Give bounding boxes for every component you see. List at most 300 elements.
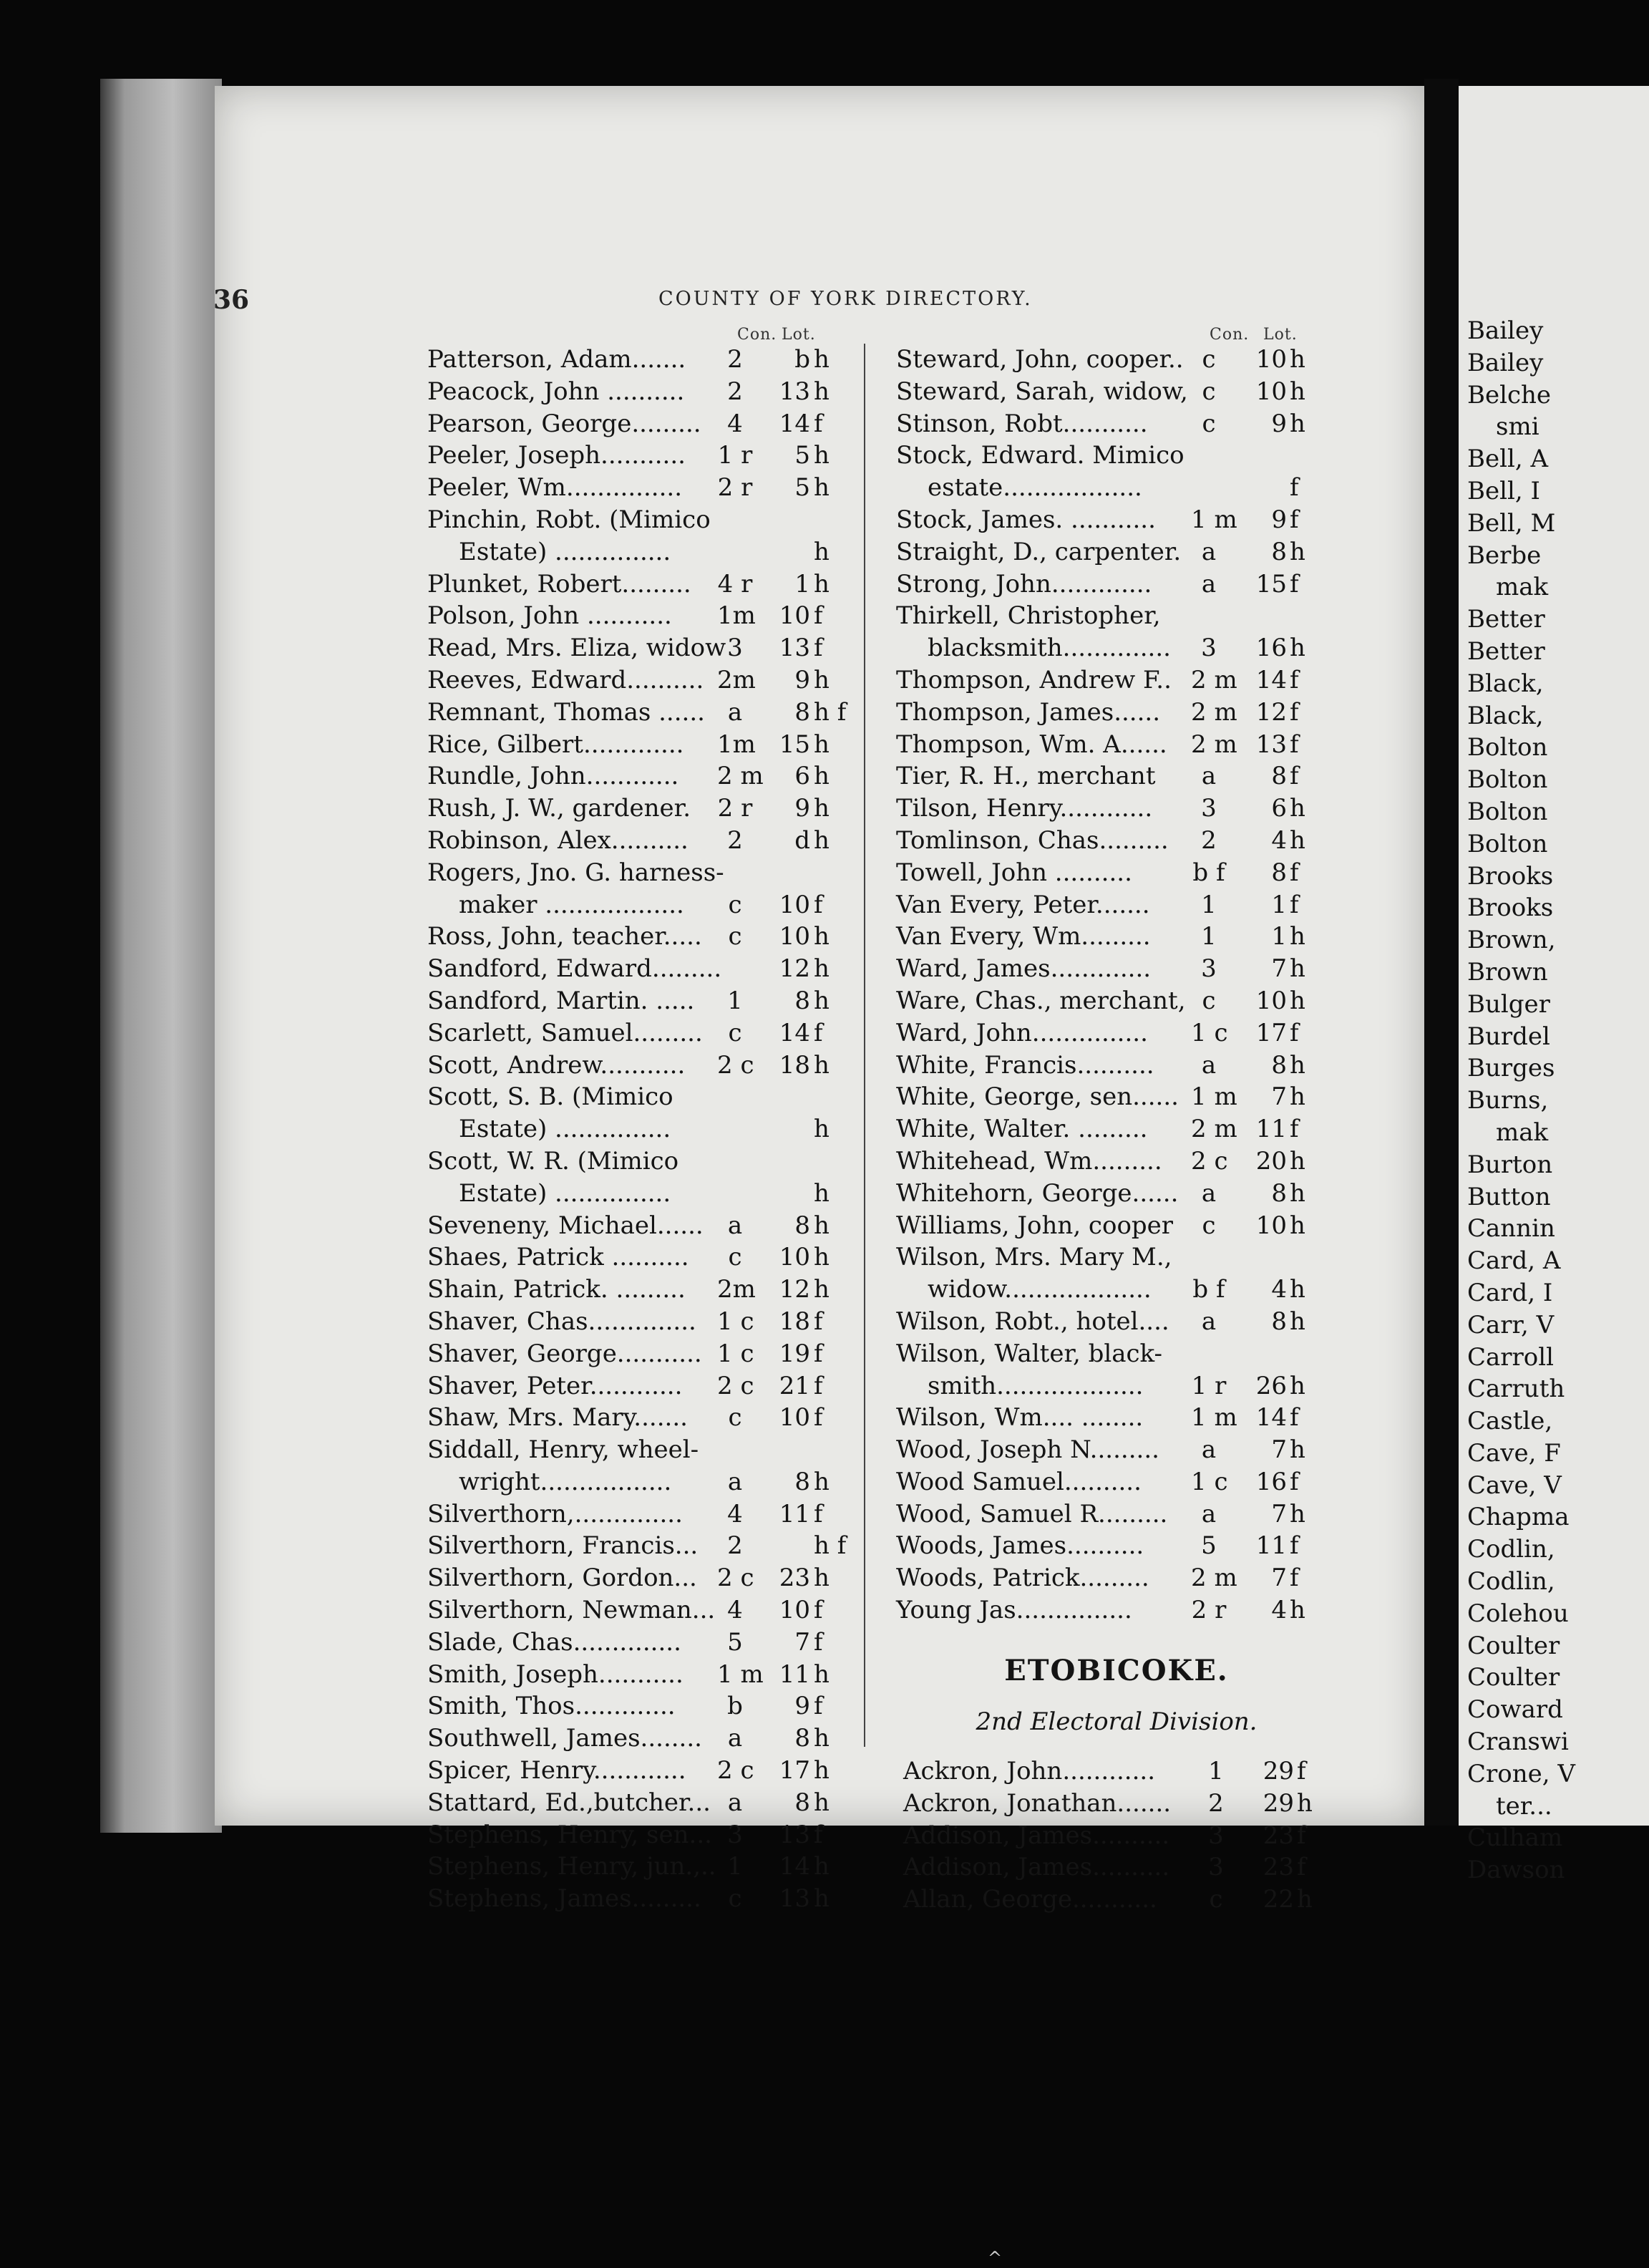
directory-entry <box>427 1787 878 1819</box>
entry-lot: 8 <box>794 986 810 1015</box>
entry-tenure: f <box>814 1403 823 1433</box>
entry-concession: a <box>727 1467 743 1496</box>
directory-entry <box>896 664 1347 697</box>
facing-page-fragment: Coulter <box>1467 1631 1560 1660</box>
entry-tenure: h <box>1290 794 1305 823</box>
facing-page-fragment: Culham <box>1467 1823 1563 1853</box>
entry-name: Silverthorn, Francis... <box>427 1531 699 1561</box>
entry-name: Seveneny, Michael...... <box>427 1211 704 1240</box>
entry-name: Wood, Joseph N......... <box>896 1435 1159 1465</box>
directory-entry <box>903 1851 1354 1884</box>
directory-entry <box>896 568 1347 601</box>
entry-tenure: h <box>1290 1211 1305 1240</box>
directory-entry <box>896 1338 1347 1370</box>
directory-entry <box>896 1113 1347 1145</box>
directory-entry <box>896 536 1347 568</box>
directory-entry <box>427 1627 878 1659</box>
directory-entry <box>896 1306 1347 1338</box>
entry-lot: 10 <box>1255 986 1287 1015</box>
section-title: ETOBICOKE. <box>1004 1654 1229 1687</box>
entry-tenure: f <box>814 890 823 919</box>
entry-name: Ware, Chas., merchant, <box>896 986 1186 1015</box>
directory-entry <box>427 889 878 921</box>
facing-page-fragment: Cave, F <box>1467 1438 1561 1468</box>
entry-concession: 2 r <box>1191 1596 1227 1625</box>
entry-name: Stephens, Henry, jun.,.. <box>427 1852 716 1881</box>
entry-concession: 3 <box>1208 1821 1224 1850</box>
entry-lot: 8 <box>794 1211 810 1240</box>
entry-tenure: f <box>1290 1018 1299 1047</box>
entry-name: Smith, Joseph........... <box>427 1659 684 1689</box>
entry-name: Pinchin, Robt. (Mimico <box>427 505 711 534</box>
entry-concession: a <box>727 697 743 727</box>
entry-tenure: f <box>814 1692 823 1721</box>
facing-page-fragment: Codlin, <box>1467 1535 1555 1564</box>
entry-name: Shaver, Peter............ <box>427 1371 683 1400</box>
entry-concession: c <box>728 1884 742 1914</box>
entry-concession: b f <box>1192 1275 1225 1304</box>
directory-entry <box>896 376 1347 408</box>
entry-concession: a <box>1201 762 1217 791</box>
directory-entry <box>427 1530 878 1562</box>
entry-tenure: h <box>1290 986 1305 1015</box>
entry-lot: 10 <box>1255 1211 1287 1240</box>
entry-name: Rogers, Jno. G. harness- <box>427 858 724 887</box>
bottom-mark: ^ <box>988 2248 1003 2268</box>
entry-lot: 8 <box>1271 762 1287 791</box>
entry-tenure: h <box>814 730 830 759</box>
entry-name: Scott, S. B. (Mimico <box>427 1082 673 1112</box>
entry-lot: 22 <box>1263 1885 1294 1914</box>
entry-concession: 2 m <box>1191 665 1237 694</box>
entry-lot: 17 <box>779 1756 810 1785</box>
book-gutter <box>1424 79 1459 1826</box>
entry-lot: 5 <box>794 441 810 470</box>
entry-name: Ward, John............... <box>896 1018 1148 1047</box>
directory-entry <box>896 1402 1347 1434</box>
directory-entry <box>427 1498 878 1531</box>
facing-page-fragment: Black, <box>1467 669 1544 698</box>
entry-name: Scarlett, Samuel......... <box>427 1018 703 1047</box>
entry-lot: 11 <box>1255 1531 1287 1561</box>
entry-name: Wood Samuel.......... <box>896 1467 1142 1496</box>
entry-name: Young Jas............... <box>896 1596 1132 1625</box>
entry-lot: 29 <box>1263 1757 1294 1785</box>
directory-entry <box>896 729 1347 761</box>
facing-page-fragment: Burton <box>1467 1150 1553 1179</box>
entry-name: Wilson, Robt., hotel.... <box>896 1307 1169 1336</box>
directory-entry <box>896 600 1347 632</box>
facing-page-fragment: Cranswi <box>1467 1727 1569 1757</box>
entry-tenure: h <box>1290 537 1305 566</box>
entry-name: Ward, James............. <box>896 954 1152 984</box>
entry-lot: 8 <box>794 1467 810 1496</box>
directory-entry <box>896 1594 1347 1627</box>
entry-tenure: f <box>814 1339 823 1368</box>
entry-lot: 10 <box>779 1243 810 1272</box>
entry-concession: c <box>728 1403 742 1433</box>
entry-tenure: f <box>814 1307 823 1336</box>
section-subtitle: 2nd Electoral Division. <box>976 1707 1258 1736</box>
facing-page-fragment: Better <box>1467 636 1545 666</box>
entry-tenure: h <box>814 922 830 951</box>
directory-entry <box>896 1145 1347 1178</box>
entry-name: Straight, D., carpenter. <box>896 537 1182 566</box>
directory-entry <box>896 889 1347 921</box>
entry-name: Robinson, Alex.......... <box>427 825 689 855</box>
entry-name: Estate) ............... <box>459 537 671 566</box>
entry-lot: 10 <box>779 922 810 951</box>
entry-concession: c <box>728 890 742 919</box>
entry-tenure: h <box>814 345 830 374</box>
directory-entry <box>427 1402 878 1434</box>
entry-tenure: f <box>1290 665 1299 694</box>
entry-name: Stock, Edward. Mimico <box>896 441 1185 470</box>
entry-name: wright................. <box>459 1467 672 1496</box>
entry-lot: 8 <box>1271 537 1287 566</box>
entry-name: Patterson, Adam....... <box>427 345 686 374</box>
entry-lot: 8 <box>1271 1307 1287 1336</box>
entry-concession: c <box>1202 986 1216 1015</box>
entry-concession: 2 <box>1208 1788 1224 1818</box>
entry-name: Stattard, Ed.,butcher... <box>427 1788 711 1817</box>
entry-name: Shain, Patrick. ......... <box>427 1275 686 1304</box>
entry-name: Rundle, John............ <box>427 762 679 791</box>
entry-concession: a <box>727 1724 743 1753</box>
entry-name: Woods, Patrick......... <box>896 1564 1149 1593</box>
facing-page-fragment: Button <box>1467 1182 1551 1211</box>
directory-entry <box>427 568 878 601</box>
directory-entry <box>427 1210 878 1242</box>
directory-entry <box>896 344 1347 376</box>
entry-name: Van Every, Wm......... <box>896 922 1151 951</box>
entry-name: Silverthorn, Gordon... <box>427 1564 697 1593</box>
entry-tenure: h <box>1290 1050 1305 1080</box>
entry-concession: 3 <box>1201 954 1217 984</box>
directory-entry <box>896 632 1347 664</box>
directory-entry <box>427 1145 878 1178</box>
entry-lot: 10 <box>1255 377 1287 406</box>
entry-concession: 3 <box>727 1820 743 1849</box>
entry-lot: 14 <box>1255 665 1287 694</box>
entry-tenure: f <box>1290 1467 1299 1496</box>
entry-name: Rice, Gilbert............. <box>427 730 684 759</box>
entry-lot: 18 <box>779 1050 810 1080</box>
entry-lot: 14 <box>779 409 810 438</box>
entry-tenure: h <box>1290 1307 1305 1336</box>
entry-tenure: h <box>814 1275 830 1304</box>
facing-page-fragment: Cannin <box>1467 1214 1555 1244</box>
entry-tenure: h <box>1297 1885 1313 1914</box>
entry-name: Wood, Samuel R......... <box>896 1499 1168 1528</box>
entry-concession: 2 <box>727 377 743 406</box>
entry-lot: 12 <box>1255 697 1287 727</box>
entry-tenure: h <box>1290 1275 1305 1304</box>
entry-concession: 2 <box>727 825 743 855</box>
entry-tenure: h <box>1290 345 1305 374</box>
entry-concession: a <box>727 1211 743 1240</box>
entry-name: Shaes, Patrick .......... <box>427 1243 689 1272</box>
entry-name: Thompson, Andrew F.. <box>896 665 1172 694</box>
entry-lot: 23 <box>779 1564 810 1593</box>
directory-entry <box>427 1659 878 1691</box>
entry-concession: c <box>1209 1885 1223 1914</box>
entry-concession: 2 m <box>1191 1115 1237 1144</box>
entry-name: Polson, John ........... <box>427 601 672 631</box>
entry-lot: 8 <box>794 1724 810 1753</box>
entry-concession: c <box>728 1018 742 1047</box>
directory-entry <box>896 1274 1347 1306</box>
entry-lot: 10 <box>779 1403 810 1433</box>
entry-concession: 3 <box>727 634 743 663</box>
entry-name: Thompson, Wm. A...... <box>896 730 1167 759</box>
entry-concession: 1 c <box>1191 1018 1228 1047</box>
entry-tenure: h <box>814 1756 830 1785</box>
entry-concession: c <box>1202 409 1216 438</box>
entry-name: estate.................. <box>928 473 1142 503</box>
entry-concession: c <box>1202 1211 1216 1240</box>
entry-name: Van Every, Peter....... <box>896 890 1150 919</box>
entry-concession: 3 <box>1208 1853 1224 1882</box>
entry-name: Stephens, Henry, sen... <box>427 1820 712 1849</box>
entry-tenure: h <box>1290 1499 1305 1528</box>
directory-entry <box>896 1466 1347 1498</box>
entry-lot: b <box>794 345 810 374</box>
entry-lot: 8 <box>794 697 810 727</box>
entry-lot: 13 <box>1255 730 1287 759</box>
entry-name: Shaw, Mrs. Mary....... <box>427 1403 688 1433</box>
entry-tenure: h <box>814 1852 830 1881</box>
entry-name: maker .................. <box>459 890 684 919</box>
entry-lot: 5 <box>794 473 810 503</box>
entry-name: Siddall, Henry, wheel- <box>427 1435 699 1465</box>
entry-tenure: h <box>814 762 830 791</box>
entry-name: Woods, James.......... <box>896 1531 1144 1561</box>
entry-tenure: h <box>1290 377 1305 406</box>
entry-concession: 1m <box>717 730 756 759</box>
entry-lot: 13 <box>779 1820 810 1849</box>
entry-tenure: f <box>1290 890 1299 919</box>
entry-tenure: h f <box>814 1531 847 1561</box>
directory-entry <box>427 1113 878 1145</box>
entry-lot: 11 <box>1255 1115 1287 1144</box>
entry-lot: 9 <box>794 665 810 694</box>
facing-page-fragment: Black, <box>1467 701 1544 730</box>
entry-concession: 2 m <box>1191 697 1237 727</box>
entry-name: Remnant, Thomas ...... <box>427 697 705 727</box>
directory-entry <box>427 376 878 408</box>
entry-concession: 3 <box>1201 794 1217 823</box>
directory-entry <box>427 1274 878 1306</box>
entry-concession: 2 r <box>717 473 753 503</box>
facing-page-fragment: Brown <box>1467 957 1548 987</box>
directory-entry <box>427 1690 878 1722</box>
entry-name: Read, Mrs. Eliza, widow <box>427 634 726 663</box>
entry-name: Stephens, James......... <box>427 1884 701 1914</box>
entry-name: Estate) ............... <box>459 1178 671 1208</box>
entry-concession: b <box>727 1692 743 1721</box>
entry-lot: 15 <box>1255 569 1287 598</box>
entry-concession: 1 <box>1201 922 1217 951</box>
directory-entry <box>427 344 878 376</box>
entry-lot: 16 <box>1255 634 1287 663</box>
entry-concession: c <box>1202 345 1216 374</box>
entry-name: Rush, J. W., gardener. <box>427 794 691 823</box>
entry-tenure: h <box>814 665 830 694</box>
directory-entry <box>427 1081 878 1113</box>
entry-tenure: h <box>814 1788 830 1817</box>
entry-concession: 4 <box>727 1499 743 1528</box>
entry-name: Ackron, John............ <box>903 1757 1156 1785</box>
entry-tenure: f <box>1290 505 1299 534</box>
entry-concession: 1 m <box>717 1659 764 1689</box>
directory-entry <box>896 1241 1347 1274</box>
directory-entry <box>427 697 878 729</box>
facing-page-fragments <box>1467 315 1575 1886</box>
entry-name: White, Walter. ......... <box>896 1115 1148 1144</box>
entry-tenure: f <box>1297 1757 1306 1785</box>
directory-entry <box>896 440 1347 472</box>
entry-concession: 1 r <box>1191 1371 1227 1400</box>
running-head: COUNTY OF YORK DIRECTORY. <box>658 288 1033 310</box>
entry-concession: 1 c <box>1191 1467 1228 1496</box>
entry-lot: 9 <box>794 1692 810 1721</box>
directory-entry <box>903 1788 1354 1820</box>
entry-tenure: f <box>814 601 823 631</box>
directory-entry <box>896 825 1347 857</box>
entry-concession: 5 <box>727 1627 743 1657</box>
directory-entry <box>427 1178 878 1210</box>
entry-tenure: h <box>1290 825 1305 855</box>
entry-name: Silverthorn, Newman... <box>427 1596 716 1625</box>
facing-page-fragment: Dawson <box>1467 1856 1565 1885</box>
entry-lot: 7 <box>1271 1499 1287 1528</box>
entry-lot: 23 <box>1263 1853 1294 1882</box>
entry-tenure: f <box>1297 1821 1306 1850</box>
directory-entry <box>427 1755 878 1787</box>
column-rule <box>864 344 865 1747</box>
entry-name: Slade, Chas.............. <box>427 1627 681 1657</box>
entry-lot: 16 <box>1255 1467 1287 1496</box>
entry-name: Stock, James. ........... <box>896 505 1156 534</box>
entry-name: Addison, James.......... <box>903 1853 1170 1882</box>
entry-concession: 1 r <box>717 441 753 470</box>
entry-name: Shaver, George........... <box>427 1339 702 1368</box>
entry-name: Estate) ............... <box>459 1115 671 1144</box>
entry-tenure: f <box>1290 730 1299 759</box>
entry-tenure: h <box>1290 634 1305 663</box>
entry-name: Sandford, Martin. ..... <box>427 986 695 1015</box>
entry-lot: 10 <box>779 601 810 631</box>
entry-concession: c <box>1202 377 1216 406</box>
entry-lot: 29 <box>1263 1788 1294 1818</box>
directory-entry <box>427 825 878 857</box>
entry-tenure: h <box>1290 1371 1305 1400</box>
entry-lot: 1 <box>1271 922 1287 951</box>
entry-tenure: f <box>1290 1564 1299 1593</box>
directory-entry <box>427 760 878 793</box>
facing-page-fragment: Card, I <box>1467 1278 1553 1307</box>
entry-lot: 19 <box>779 1339 810 1368</box>
entry-tenure: h f <box>814 697 847 727</box>
entry-lot: 1 <box>794 569 810 598</box>
directory-entry <box>427 953 878 985</box>
entry-concession: 1 c <box>717 1307 754 1336</box>
entry-concession: 1 c <box>717 1339 754 1368</box>
entry-name: Thompson, James...... <box>896 697 1161 727</box>
entry-lot: d <box>794 825 810 855</box>
entry-lot: 6 <box>794 762 810 791</box>
entry-concession: 1 <box>1208 1757 1224 1785</box>
directory-entry <box>896 953 1347 985</box>
entry-lot: 7 <box>1271 954 1287 984</box>
entry-name: widow................... <box>928 1275 1152 1304</box>
entry-lot: 26 <box>1255 1371 1287 1400</box>
entry-name: Tomlinson, Chas......... <box>896 825 1169 855</box>
entry-lot: 4 <box>1271 825 1287 855</box>
directory-entry <box>896 697 1347 729</box>
facing-page-fragment: Brown, <box>1467 926 1556 955</box>
entry-lot: 11 <box>779 1659 810 1689</box>
directory-entry <box>427 664 878 697</box>
entry-lot: 17 <box>1255 1018 1287 1047</box>
entry-concession: a <box>1201 1435 1217 1465</box>
entry-tenure: h <box>814 537 830 566</box>
entry-tenure: h <box>814 1659 830 1689</box>
section-entries <box>903 1755 1354 1916</box>
entry-tenure: h <box>1290 954 1305 984</box>
entry-lot: 8 <box>1271 858 1287 887</box>
entry-name: Strong, John............. <box>896 569 1152 598</box>
entry-tenure: h <box>814 1178 830 1208</box>
entry-name: blacksmith.............. <box>928 634 1171 663</box>
entry-name: Scott, Andrew........... <box>427 1050 686 1080</box>
facing-page-fragment: mak <box>1496 573 1549 602</box>
facing-page-fragment: Bolton <box>1467 733 1548 762</box>
entry-concession: 1 <box>1201 890 1217 919</box>
entry-lot: 12 <box>779 954 810 984</box>
entry-name: Tilson, Henry............ <box>896 794 1153 823</box>
facing-page-fragment: Bell, I <box>1467 476 1540 505</box>
entry-tenure: h <box>1290 922 1305 951</box>
entry-name: Peeler, Joseph........... <box>427 441 686 470</box>
entry-tenure: f <box>1290 473 1299 503</box>
entry-tenure: h <box>1290 1596 1305 1625</box>
entry-concession: a <box>1201 1499 1217 1528</box>
directory-entry <box>427 472 878 504</box>
left-column-entries <box>427 344 878 1915</box>
entry-concession: a <box>727 1788 743 1817</box>
entry-concession: a <box>1201 537 1217 566</box>
facing-page-fragment: Bell, A <box>1467 445 1549 474</box>
entry-concession: 4 r <box>717 569 753 598</box>
entry-name: Shaver, Chas.............. <box>427 1307 696 1336</box>
directory-entry <box>427 408 878 440</box>
entry-tenure: f <box>814 1499 823 1528</box>
entry-lot: 9 <box>1271 409 1287 438</box>
directory-entry <box>896 408 1347 440</box>
entry-tenure: f <box>1297 1853 1306 1882</box>
entry-concession: a <box>1201 1050 1217 1080</box>
entry-tenure: h <box>814 1211 830 1240</box>
entry-name: Whitehead, Wm......... <box>896 1146 1162 1176</box>
entry-lot: 20 <box>1255 1146 1287 1176</box>
directory-entry <box>427 1819 878 1851</box>
entry-name: Williams, John, cooper <box>896 1211 1174 1240</box>
directory-entry <box>896 1050 1347 1082</box>
entry-tenure: h <box>814 377 830 406</box>
facing-page-fragment: Crone, V <box>1467 1759 1575 1788</box>
